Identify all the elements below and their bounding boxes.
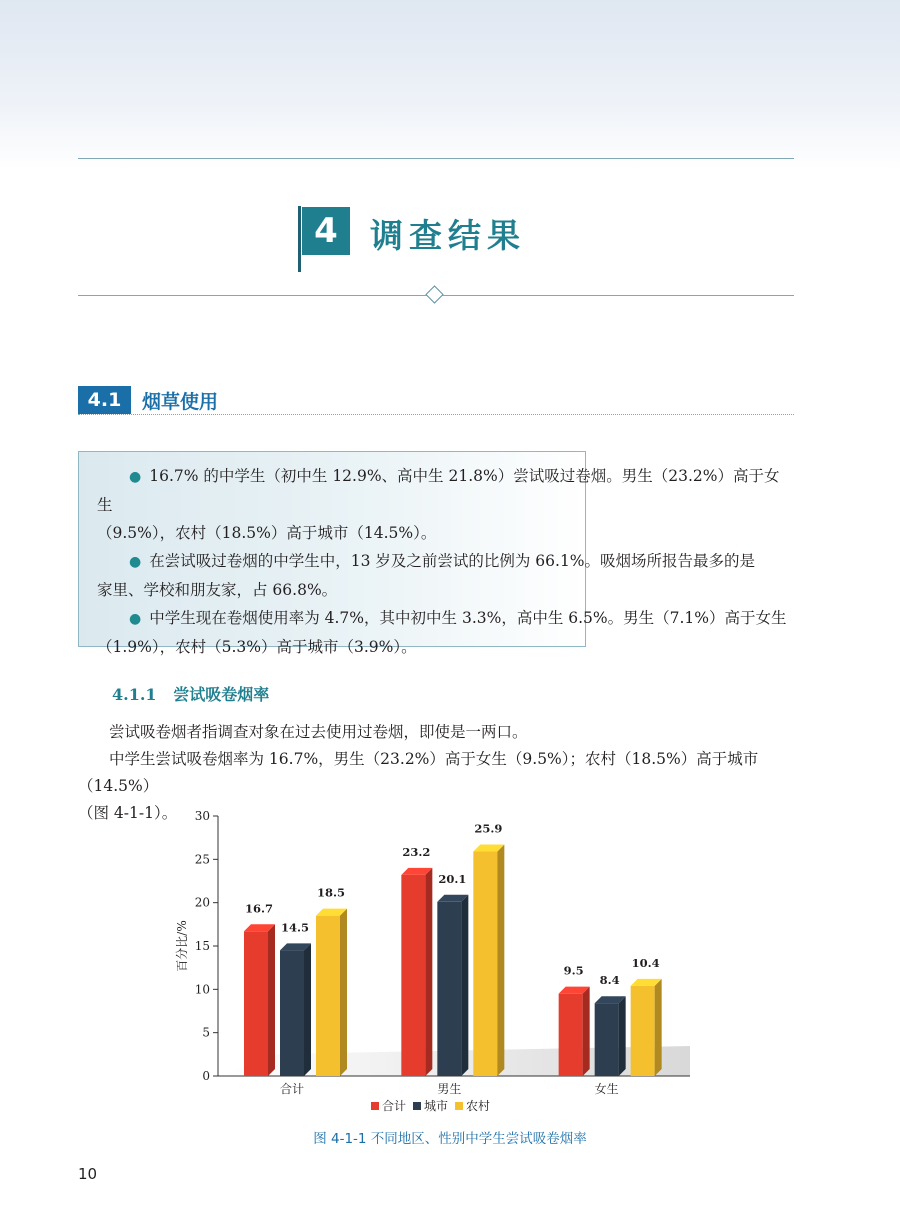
x-tick-label: 合计: [279, 1082, 305, 1096]
summary-text: [97, 462, 787, 661]
bar-side: [425, 868, 432, 1076]
header-band: [0, 0, 900, 170]
subsection-title: 尝试吸卷烟率: [173, 685, 270, 704]
legend-swatch: [371, 1102, 379, 1110]
legend-label: 城市: [424, 1099, 449, 1113]
legend-label: 合计: [382, 1099, 407, 1113]
chapter-title: 调查结果: [370, 216, 526, 255]
section-number: 4.1: [78, 386, 131, 414]
chapter-number-badge: 4: [302, 207, 350, 255]
data-label: 23.2: [402, 844, 431, 859]
body-paragraph-3: （图 4-1-1）。: [78, 804, 178, 822]
bar: [559, 994, 583, 1076]
y-tick-label: 25: [194, 852, 210, 867]
figure-caption: 图 4-1-1 不同地区、性别中学生尝试吸卷烟率: [313, 1131, 587, 1147]
summary-line: 家里、学校和朋友家，占 66.8%。: [97, 581, 338, 599]
data-label: 16.7: [244, 901, 274, 916]
x-tick-label: 男生: [437, 1082, 462, 1096]
section-title: 烟草使用: [142, 391, 219, 413]
bar: [437, 902, 461, 1076]
bar-side: [461, 895, 468, 1076]
top-rule: [78, 158, 794, 159]
bullet-icon: ●: [129, 469, 142, 485]
body-paragraph-1: 尝试吸卷烟者指调查对象在过去使用过卷烟，即使是一两口。: [109, 723, 528, 741]
summary-item-cont: [97, 519, 787, 547]
bar: [631, 986, 655, 1076]
bar: [316, 916, 340, 1076]
summary-line: 16.7% 的中学生（初中生 12.9%、高中生 21.8%）尝试吸过卷烟。男生（23.2%）高于女生: [97, 467, 780, 514]
body-paragraph-2: 中学生尝试吸卷烟率为 16.7%，男生（23.2%）高于女生（9.5%）；农村（18.5%）高于城市（14.5%）: [78, 750, 759, 795]
bar-side: [497, 845, 504, 1076]
legend-swatch: [455, 1102, 463, 1110]
summary-item-cont: [97, 576, 787, 604]
subsection-heading: [112, 682, 269, 705]
summary-item-cont: [97, 633, 787, 661]
summary-line: 中学生现在卷烟使用率为 4.7%，其中初中生 3.3%，高中生 6.5%。男生（7.1%）高于女生: [149, 609, 787, 627]
bar: [595, 1003, 619, 1076]
bar: [401, 875, 425, 1076]
data-label: 14.5: [280, 920, 310, 935]
data-label: 20.1: [438, 871, 467, 886]
y-axis-title: 百分比/%: [175, 920, 189, 972]
bar-chart: [160, 805, 720, 1125]
chart-svg: [160, 805, 720, 1125]
chapter-badge-tail: [298, 206, 301, 272]
data-label: 9.5: [563, 963, 584, 978]
bullet-icon: ●: [129, 611, 142, 627]
page-number: 10: [78, 1165, 98, 1183]
bar: [244, 931, 268, 1076]
legend-swatch: [413, 1102, 421, 1110]
summary-line: 在尝试吸过卷烟的中学生中，13 岁及之前尝试的比例为 66.1%。吸烟场所报告最多的是: [149, 552, 756, 570]
y-tick-label: 15: [194, 939, 210, 953]
data-label: 18.5: [316, 885, 346, 900]
summary-item: [97, 547, 787, 576]
y-tick-label: 20: [194, 895, 210, 910]
bar-side: [583, 987, 590, 1076]
y-tick-label: 30: [194, 809, 210, 823]
section-heading: [78, 386, 794, 415]
summary-box: [78, 451, 787, 656]
diamond-ornament-icon: [425, 285, 443, 303]
subsection-number: 4.1.1: [112, 685, 157, 704]
data-label: 8.4: [599, 973, 620, 988]
bar-side: [619, 996, 626, 1076]
summary-line: （9.5%），农村（18.5%）高于城市（14.5%）。: [97, 524, 437, 542]
y-tick-label: 10: [194, 982, 210, 997]
data-label: 10.4: [631, 955, 660, 970]
summary-item: [97, 604, 787, 633]
bar-side: [655, 979, 662, 1076]
summary-line: （1.9%），农村（5.3%）高于城市（3.9%）。: [97, 638, 417, 656]
data-label: 25.9: [474, 821, 503, 836]
x-tick-label: 女生: [594, 1082, 619, 1096]
y-tick-label: 5: [202, 1025, 210, 1040]
legend-label: 农村: [466, 1099, 491, 1113]
summary-item: [97, 462, 787, 519]
bar-side: [268, 924, 275, 1076]
bar: [473, 852, 497, 1076]
bar-side: [340, 909, 347, 1076]
bar-side: [304, 943, 311, 1076]
y-tick-label: 0: [202, 1069, 210, 1083]
bar: [280, 950, 304, 1076]
bullet-icon: ●: [129, 554, 142, 570]
